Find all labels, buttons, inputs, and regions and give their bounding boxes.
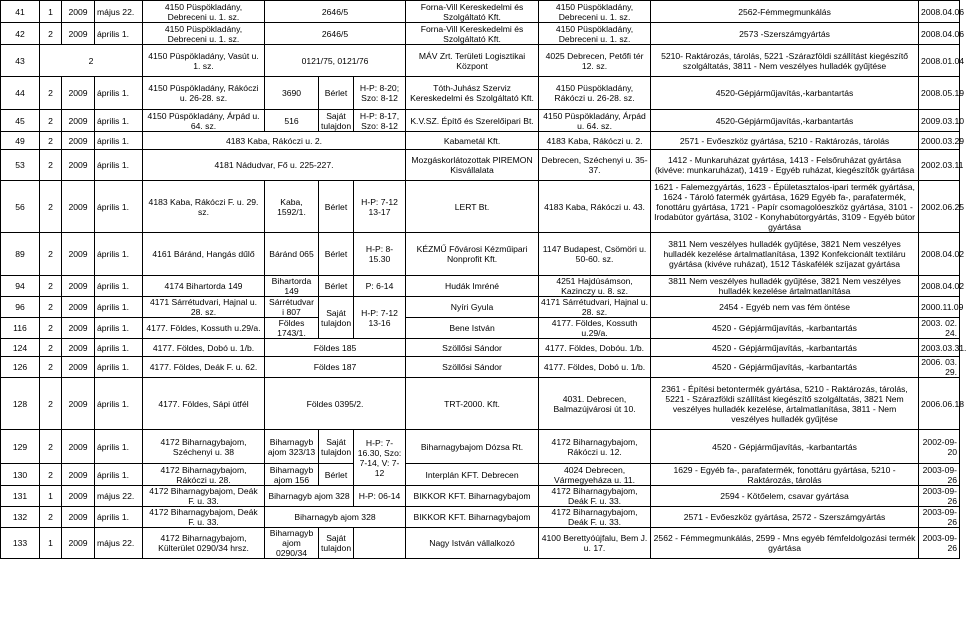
year-cell: 2009 [62,339,95,357]
row-number-cell: 49 [1,132,40,150]
date-cell: április 1. [95,318,143,339]
row-number-cell: 89 [1,233,40,276]
activity-cell: 1629 - Egyéb fa-, parafatermék, fonottáru gyártása, 5210 - Raktározás, tárolás [651,464,919,486]
ownership-cell: Bérlet [319,276,354,297]
site-address-cell: 4150 Püspökladány, Debreceni u. 1. sz. [143,1,265,23]
count-cell: 2 [40,276,62,297]
count-cell: 2 [40,77,62,110]
opening-hours-cell: H-P: 7-12 13-17 [354,181,406,233]
date-cell: április 1. [95,150,143,181]
activity-cell: 2361 - Építési betontermék gyártása, 5210 - Raktározás, tárolás, 5221 - Szárazföldi szállítást kiegészítő szolgáltatás, 3821 Nem veszélyes hulladék kezelése, ártalmatlanítása, 3811 - Nem veszélyes hulladék gyűjtése [651,378,919,430]
start-date-cell: 2009.03.10 [919,110,960,132]
parcel-cell: Biharnagyb ajom 328 [265,507,406,528]
company-address-cell: 4177. Földes, Dobóu. 1/b. [539,339,651,357]
parcel-cell: Báránd 065 [265,233,319,276]
site-address-cell: 4150 Püspökladány, Árpád u. 64. sz. [143,110,265,132]
site-address-cell: 4181 Nádudvar, Fő u. 225-227. [143,150,406,181]
date-cell: április 1. [95,77,143,110]
date-cell: április 1. [95,430,143,464]
site-address-cell: 4172 Biharnagybajom, Deák F. u. 33. [143,486,265,507]
parcel-cell: Biharnagyb ajom 323/13 [265,430,319,464]
date-cell: április 1. [95,378,143,430]
activity-cell: 2562-Fémmegmunkálás [651,1,919,23]
table-row [1,339,960,357]
row-number-cell: 41 [1,1,40,23]
company-name-cell: TRT-2000. Kft. [406,378,539,430]
table-row [1,528,960,559]
row-number-cell: 130 [1,464,40,486]
row-number-cell: 56 [1,181,40,233]
site-address-cell: 4177. Földes, Kossuth u.29/a. [143,318,265,339]
row-number-cell: 126 [1,357,40,378]
parcel-cell: Földes 0395/2. [265,378,406,430]
year-cell: 2009 [62,528,95,559]
row-number-cell: 96 [1,297,40,318]
opening-hours-cell: H-P: 8-20; Szo: 8-12 [354,77,406,110]
row-number-cell: 116 [1,318,40,339]
date-cell: április 1. [95,297,143,318]
date-cell: május 22. [95,1,143,23]
table-row [1,45,960,77]
company-name-cell: Nyíri Gyula [406,297,539,318]
site-address-cell: 4183 Kaba, Rákóczi u. 2. [143,132,406,150]
table-row [1,77,960,110]
site-address-cell: 4171 Sárrétudvari, Hajnal u. 28. sz. [143,297,265,318]
company-name-cell: Hudák Imréné [406,276,539,297]
site-address-cell: 4172 Biharnagybajom, Széchenyi u. 38 [143,430,265,464]
date-cell: április 1. [95,181,143,233]
row-number-cell: 132 [1,507,40,528]
year-cell: 2009 [62,464,95,486]
date-cell: április 1. [95,132,143,150]
row-number-cell: 124 [1,339,40,357]
activity-cell: 2594 - Kötőelem, csavar gyártása [651,486,919,507]
year-cell: 2009 [62,23,95,45]
date-cell: május 22. [95,486,143,507]
year-cell: 2009 [62,110,95,132]
count-cell: 1 [40,1,62,23]
activity-cell: 5210- Raktározás, tárolás, 5221 -Szárazföldi szállítást kiegészítő szolgáltatás, 3811 - Nem veszélyes hulladék gyűjtése [651,45,919,77]
table-row [1,378,960,430]
date-cell: április 1. [95,233,143,276]
year-cell: 2009 [62,276,95,297]
count-cell: 2 [40,233,62,276]
company-name-cell: K.V.SZ. Építő és Szerelőipari Bt. [406,110,539,132]
count-cell: 2 [40,430,62,464]
company-address-cell: 4251 Hajdúsámson, Kazinczy u. 8. sz. [539,276,651,297]
row-number-cell: 44 [1,77,40,110]
company-address-cell: 4150 Püspökladány, Debreceni u. 1. sz. [539,1,651,23]
parcel-cell: Kaba, 1592/1. [265,181,319,233]
company-name-cell: Forna-Vill Kereskedelmi és Szolgáltató Kft. [406,1,539,23]
count-cell: 2 [40,318,62,339]
row-number-cell: 128 [1,378,40,430]
opening-hours-cell: H-P: 8-15.30 [354,233,406,276]
table-row [1,430,960,464]
year-cell: 2009 [62,486,95,507]
year-cell: 2009 [62,132,95,150]
date-cell: április 1. [95,507,143,528]
row-number-cell: 129 [1,430,40,464]
start-date-cell: 2006. 03. 29. [919,357,960,378]
parcel-cell: Biharnagyb ajom 156 [265,464,319,486]
parcel-cell: 2646/5 [265,23,406,45]
company-name-cell: Szöllősi Sándor [406,339,539,357]
year-cell: 2009 [62,318,95,339]
activity-cell: 1621 - Falemezgyártás, 1623 - Épületasztalos-ipari termék gyártása, 1624 - Tároló fatermék gyártása, 1629 Egyéb fa-, parafatermék, fonottáru gyártása, 1721 - Papír csomagolóeszköz gyártása, 3101 - Irodabútor gyártása, 3102 - Konyhabútorgyártás, 3109 - Egyéb bútor gyártása [651,181,919,233]
opening-hours-cell: H-P: 06-14 [354,486,406,507]
start-date-cell: 2003-09-26 [919,507,960,528]
date-cell: április 1. [95,464,143,486]
count-cell: 2 [40,181,62,233]
company-address-cell: 4025 Debrecen, Petőfi tér 12. sz. [539,45,651,77]
parcel-cell: Sárrétudvar i 807 [265,297,319,318]
site-address-cell: 4177. Földes, Deák F. u. 62. [143,357,265,378]
date-cell: április 1. [95,110,143,132]
company-name-cell: Nagy István vállalkozó [406,528,539,559]
date-cell: április 1. [95,276,143,297]
year-cell: 2009 [62,430,95,464]
activity-cell: 4520 - Gépjárműjavítás, -karbantartás [651,318,919,339]
start-date-cell: 2002-09-20 [919,430,960,464]
start-date-cell: 2000.11.09 [919,297,960,318]
parcel-cell: Földes 185 [265,339,406,357]
site-address-cell: 4150 Püspökladány, Debreceni u. 1. sz. [143,23,265,45]
start-date-cell: 2008.04.02 [919,233,960,276]
company-address-cell: 4150 Püspökladány, Rákóczi u. 26-28. sz. [539,77,651,110]
count-cell: 2 [40,357,62,378]
count-cell: 2 [40,339,62,357]
activity-cell: 2573 -Szerszámgyártás [651,23,919,45]
company-address-cell: 4024 Debrecen, Vármegyeháza u. 11. [539,464,651,486]
parcel-cell: 0121/75, 0121/76 [265,45,406,77]
company-name-cell: Kabametál Kft. [406,132,539,150]
count-cell: 2 [40,110,62,132]
table-row [1,464,960,486]
ownership-cell: Bérlet [319,77,354,110]
site-address-cell: 4177. Földes, Sápi útfél [143,378,265,430]
activity-cell: 4520-Gépjárműjavítás,-karbantartás [651,110,919,132]
table-row [1,276,960,297]
table-row [1,23,960,45]
company-name-cell: BIKKOR KFT. Biharnagybajom [406,486,539,507]
start-date-cell: 2003-09-26 [919,486,960,507]
row-number-cell: 45 [1,110,40,132]
company-address-cell: 4031. Debrecen, Balmazújvárosi út 10. [539,378,651,430]
count-cell: 2 [40,297,62,318]
site-address-cell: 4177. Földes, Dobó u. 1/b. [143,339,265,357]
year-cell: 2009 [62,181,95,233]
count-cell: 2 [40,132,62,150]
year-cell: 2009 [62,507,95,528]
company-address-cell: Debrecen, Széchenyi u. 35-37. [539,150,651,181]
count-cell: 2 [40,378,62,430]
company-address-cell: 4172 Biharnagybajom, Rákóczi u. 12. [539,430,651,464]
count-cell: 2 [40,464,62,486]
table-row [1,357,960,378]
company-address-cell: 4172 Biharnagybajom, Deák F. u. 33. [539,486,651,507]
table-row [1,297,960,318]
table-row [1,132,960,150]
table-row [1,110,960,132]
ownership-cell: Saját tulajdon [319,528,354,559]
ownership-cell: Saját tulajdon [319,110,354,132]
site-address-cell: 4183 Kaba, Rákóczi F. u. 29. sz. [143,181,265,233]
activity-cell: 4520 - Gépjárműjavítás, -karbantartás [651,339,919,357]
start-date-cell: 2008.04.06 [919,1,960,23]
opening-hours-cell: H-P: 8-17, Szo: 8-12 [354,110,406,132]
year-cell: 2009 [62,150,95,181]
parcel-cell: Földes 187 [265,357,406,378]
company-name-cell: Bene István [406,318,539,339]
opening-hours-cell: P: 6-14 [354,276,406,297]
year-cell: 2009 [62,77,95,110]
start-date-cell: 2002.06.25 [919,181,960,233]
activity-cell: 4520 - Gépjárműjavítás, -karbantartás [651,357,919,378]
ownership-cell: Saját tulajdon [319,297,354,339]
start-date-cell: 2000.03.29 [919,132,960,150]
site-address-cell: 4172 Biharnagybajom, Deák F. u. 33. [143,507,265,528]
parcel-cell: 3690 [265,77,319,110]
company-name-cell: BIKKOR KFT. Biharnagybajom [406,507,539,528]
company-address-cell: 4150 Püspökladány, Debreceni u. 1. sz. [539,23,651,45]
company-address-cell: 4183 Kaba, Rákóczi u. 43. [539,181,651,233]
site-address-cell: 4161 Báránd, Hangás dűlő [143,233,265,276]
company-name-cell: Biharnagybajom Dózsa Rt. [406,430,539,464]
parcel-cell: 516 [265,110,319,132]
row-number-cell: 94 [1,276,40,297]
table-row [1,1,960,23]
parcel-cell: Földes 1743/1. [265,318,319,339]
company-name-cell: LERT Bt. [406,181,539,233]
activity-cell: 2562 - Fémmegmunkálás, 2599 - Mns egyéb fémfeldolgozási termék gyártása [651,528,919,559]
company-address-cell: 4150 Püspökladány, Árpád u. 64. sz. [539,110,651,132]
year-cell: 2009 [62,297,95,318]
start-date-cell: 2003. 02. 24. [919,318,960,339]
ownership-cell: Bérlet [319,233,354,276]
table-row [1,507,960,528]
start-date-cell: 2003.03.31. [919,339,960,357]
company-address-cell: 4183 Kaba, Rákóczi u. 2. [539,132,651,150]
parcel-cell: Biharnagyb ajom 0290/34 [265,528,319,559]
activity-cell: 2571 - Evőeszköz gyártása, 2572 - Szerszámgyártás [651,507,919,528]
company-name-cell: KÉZMŰ Fővárosi Kézműipari Nonprofit Kft. [406,233,539,276]
count-cell: 2 [40,150,62,181]
date-cell: április 1. [95,339,143,357]
opening-hours-cell: H-P: 7-16.30, Szo: 7-14, V: 7-12 [354,430,406,486]
company-address-cell: 4177. Földes, Kossuth u.29/a. [539,318,651,339]
ownership-cell: Bérlet [319,181,354,233]
date-cell: május 22. [95,528,143,559]
year-cell: 2009 [62,357,95,378]
opening-hours-cell [354,528,406,559]
opening-hours-cell: H-P: 7-12 13-16 [354,297,406,339]
parcel-cell: Biharnagyb ajom 328 [265,486,354,507]
site-address-cell: 4150 Püspökladány, Vasút u. 1. sz. [143,45,265,77]
company-name-cell: Tóth-Juhász Szerviz Kereskedelmi és Szolgáltató Kft. [406,77,539,110]
table-row [1,486,960,507]
row-number-cell: 43 [1,45,40,77]
table-row [1,181,960,233]
count-cell: 2 [40,507,62,528]
company-name-cell: Forna-Vill Kereskedelmi és Szolgáltató Kft. [406,23,539,45]
company-name-cell: Mozgáskorlátozottak PIREMON Kisvállalata [406,150,539,181]
ownership-cell: Bérlet [319,464,354,486]
ownership-cell: Saját tulajdon [319,430,354,464]
table-row [1,318,960,339]
company-address-cell: 4171 Sárrétudvari, Hajnal u. 28. sz. [539,297,651,318]
year-cell: 2009 [62,233,95,276]
activity-cell: 4520-Gépjárműjavítás,-karbantartás [651,77,919,110]
year-cell: 2009 [62,1,95,23]
site-address-cell: 4172 Biharnagybajom, Rákóczi u. 28. [143,464,265,486]
activity-cell: 2571 - Evőeszköz gyártása, 5210 - Raktározás, tárolás [651,132,919,150]
company-name-cell: MÁV Zrt. Területi Logisztikai Központ [406,45,539,77]
row-number-cell: 131 [1,486,40,507]
date-cell: április 1. [95,23,143,45]
table-row [1,150,960,181]
start-date-cell: 2003-09-26 [919,528,960,559]
company-address-cell: 4172 Biharnagybajom, Deák F. u. 33. [539,507,651,528]
start-date-cell: 2006.06.18 [919,378,960,430]
count-cell: 2 [40,45,143,77]
start-date-cell: 2008.01.04 [919,45,960,77]
count-cell: 1 [40,486,62,507]
start-date-cell: 2008.04.06 [919,23,960,45]
start-date-cell: 2002.03.11 [919,150,960,181]
start-date-cell: 2003-09-26 [919,464,960,486]
row-number-cell: 42 [1,23,40,45]
start-date-cell: 2008.05.19 [919,77,960,110]
row-number-cell: 133 [1,528,40,559]
company-address-cell: 1147 Budapest, Csömöri u. 50-60. sz. [539,233,651,276]
company-address-cell: 4177. Földes, Dobó u. 1/b. [539,357,651,378]
date-cell: április 1. [95,357,143,378]
parcel-cell: 2646/5 [265,1,406,23]
site-address-cell: 4150 Püspökladány, Rákóczi u. 26-28. sz. [143,77,265,110]
site-address-cell: 4174 Bihartorda 149 [143,276,265,297]
activity-cell: 3811 Nem veszélyes hulladék gyűjtése, 3821 Nem veszélyes hulladék kezelése ártalmatlanítása [651,276,919,297]
table-row [1,233,960,276]
count-cell: 1 [40,528,62,559]
activity-cell: 2454 - Egyéb nem vas fém öntése [651,297,919,318]
start-date-cell: 2008.04.02 [919,276,960,297]
activity-cell: 1412 - Munkaruházat gyártása, 1413 - Felsőruházat gyártása (kivéve: munkaruházat), 1419 - Egyéb ruházat, kiegészítők gyártása [651,150,919,181]
parcel-cell: Bihartorda 149 [265,276,319,297]
row-number-cell: 53 [1,150,40,181]
company-address-cell: 4100 Berettyóújfalu, Bem J. u. 17. [539,528,651,559]
activity-cell: 3811 Nem veszélyes hulladék gyűjtése, 3821 Nem veszélyes hulladék kezelése ártalmatlanítása, 1392 Konfekcionált textiláru gyártása (kivéve ruházat), 1512 Táskafélék szíjazat gyártása [651,233,919,276]
count-cell: 2 [40,23,62,45]
company-name-cell: Interplán KFT. Debrecen [406,464,539,486]
activity-cell: 4520 - Gépjárműjavítás, -karbantartás [651,430,919,464]
table-body [1,1,966,559]
company-name-cell: Szöllősi Sándor [406,357,539,378]
site-address-cell: 4172 Biharnagybajom, Külterület 0290/34 hrsz. [143,528,265,559]
year-cell: 2009 [62,378,95,430]
